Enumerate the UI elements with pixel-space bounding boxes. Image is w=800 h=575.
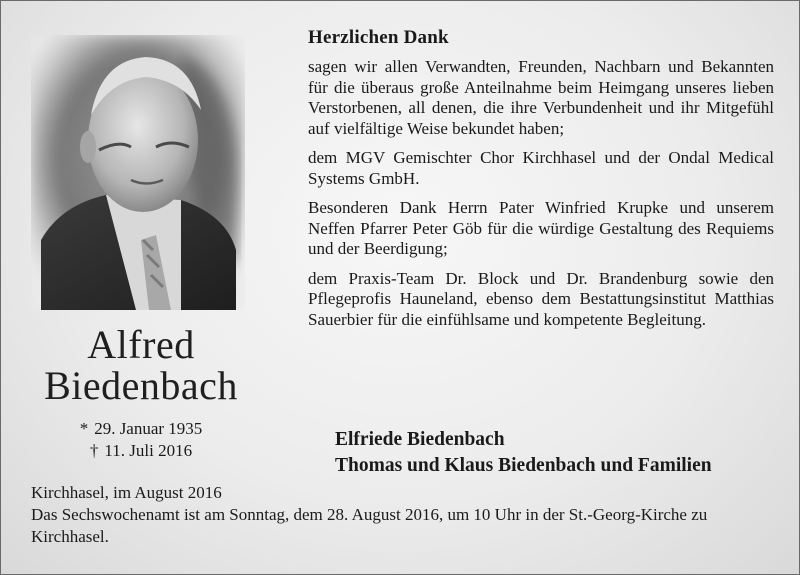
deceased-first-name: Alfred [87,322,195,367]
signatory-widow: Elfriede Biedenbach [335,429,505,450]
deceased-last-name: Biedenbach [44,363,238,408]
death-cross-symbol: † [89,441,99,460]
memorial-mass-info: Das Sechswochenamt ist am Sonntag, dem 28. August 2016, um 10 Uhr in der St.-Georg-Kirche zu Kirchhasel. [31,505,708,546]
signatories [335,427,785,479]
birth-date: 29. Januar 1935 [94,419,203,438]
death-date-line [21,440,261,461]
place-date: Kirchhasel, im August 2016 [31,483,222,502]
thanks-paragraph-organizations: dem MGV Gemischter Chor Kirchhasel und der Ondal Medical Systems GmbH. [308,148,774,188]
thanks-paragraph-clergy: Besonderen Dank Herrn Pater Winfried Krupke und unserem Neffen Pfarrer Peter Göb für die würdige Gestaltung des Requiems und der Beerdigung; [308,198,774,258]
thanks-paragraph-care: dem Praxis-Team Dr. Block und Dr. Brandenburg sowie den Pflegeprofis Hauneland, ebenso dem Bestattungsinstitut Matthias Sauerbier für die einfühlsame und kompetente Begleitung. [308,268,774,329]
footer [31,482,783,548]
thanks-section [308,25,774,339]
signatory-family: Thomas und Klaus Biedenbach und Familien [335,455,712,476]
death-date: 11. Juli 2016 [104,441,193,460]
portrait-photo [31,35,245,310]
thanks-heading: Herzlichen Dank [308,27,449,48]
birth-star-symbol: * [79,419,89,438]
birth-date-line [21,418,261,439]
thanks-paragraph-general: sagen wir allen Verwandten, Freunden, Nachbarn und Bekannten für die überaus große Anteilnahme beim Heimgang unseres lieben Verstorbenen, all denen, die ihre Verbundenheit und ihr Mitgefühl auf vielfältige Weise bekundet haben; [308,57,774,138]
